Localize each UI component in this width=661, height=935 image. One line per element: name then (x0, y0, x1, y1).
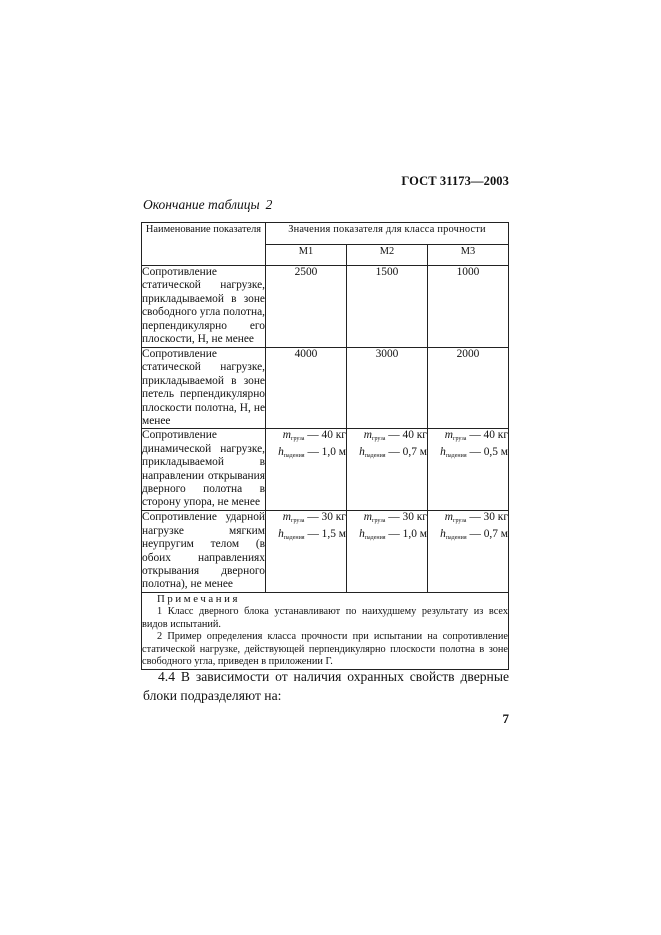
height-line: $h_{падения}$ — 1,0 м (359, 528, 427, 542)
column-header-m1: М1 (266, 245, 347, 266)
mass-line: $m_{груза}$ — 30 кг (444, 511, 508, 525)
value-m3: 1000 (427, 266, 508, 348)
value-m1 (266, 511, 347, 593)
value-m1: 4000 (266, 348, 347, 429)
height-line: $h_{падения}$ — 1,0 м (278, 446, 346, 460)
note-item: 2 Пример определения класса прочности при испытании на сопротивление статической нагрузке, действующей перпендикулярно плоскости полотна в зоне свободного угла, приведен в приложении Г. (142, 631, 508, 668)
height-line: $h_{падения}$ — 1,5 м (278, 528, 346, 542)
column-header-m2: М2 (346, 245, 427, 266)
value-m2 (346, 511, 427, 593)
column-header-group: Значения показателя для класса прочности (266, 223, 509, 245)
height-line: $h_{падения}$ — 0,7 м (359, 446, 427, 460)
note-item: 1 Класс дверного блока устанавливают по наихудшему результату из всех видов испытаний. (142, 606, 508, 630)
value-m2: 1500 (346, 266, 427, 348)
body-paragraph: 4.4 В зависимости от наличия охранных свойств дверные блоки подразделяют на: (143, 669, 509, 703)
height-line: $h_{падения}$ — 0,5 м (440, 446, 508, 460)
row-name: Сопротивление статической нагрузке, прикладываемой в зоне петель перпендикулярно плоскости полотна, Н, не менее (142, 348, 265, 428)
row-name: Сопротивление динамической нагрузке, прикладываемой в направлении открывания дверного полотна в сторону упора, не менее (142, 429, 266, 511)
value-m1 (266, 429, 347, 511)
value-m2 (346, 429, 427, 511)
column-header-m3: М3 (427, 245, 508, 266)
value-m3 (427, 511, 508, 593)
value-m1: 2500 (266, 266, 347, 348)
row-name: Сопротивление ударной нагрузке мягким неупругим телом (в обоих направлениях открывания дверного полотна), не менее (142, 511, 266, 593)
standard-code: ГОСТ 31173—2003 (401, 174, 509, 188)
notes-row (142, 593, 509, 670)
value-m3 (427, 429, 508, 511)
value-m3: 2000 (427, 348, 508, 429)
table-caption-text: Окончание таблицы (143, 197, 260, 212)
mass-line: $m_{груза}$ — 40 кг (444, 429, 508, 443)
mass-line: $m_{груза}$ — 30 кг (282, 511, 346, 525)
value-m2: 3000 (346, 348, 427, 429)
table-row (142, 266, 509, 348)
table-caption (143, 197, 272, 213)
table-caption-number: 2 (265, 197, 273, 212)
table-notes (142, 593, 509, 670)
mass-line: $m_{груза}$ — 40 кг (363, 429, 427, 443)
strength-class-table (141, 222, 509, 670)
notes-title: Примечания (157, 593, 241, 606)
table-row (142, 429, 509, 511)
table-row (142, 511, 509, 593)
row-name: Сопротивление статической нагрузке, прикладываемой в зоне свободного угла полотна, перпендикулярно его плоскости, Н, не менее (142, 266, 266, 348)
column-header-name: Наименование показателя (142, 223, 266, 266)
page-number: 7 (502, 711, 509, 726)
mass-line: $m_{груза}$ — 40 кг (282, 429, 346, 443)
height-line: $h_{падения}$ — 0,7 м (440, 528, 508, 542)
mass-line: $m_{груза}$ — 30 кг (363, 511, 427, 525)
table-row (142, 348, 509, 429)
